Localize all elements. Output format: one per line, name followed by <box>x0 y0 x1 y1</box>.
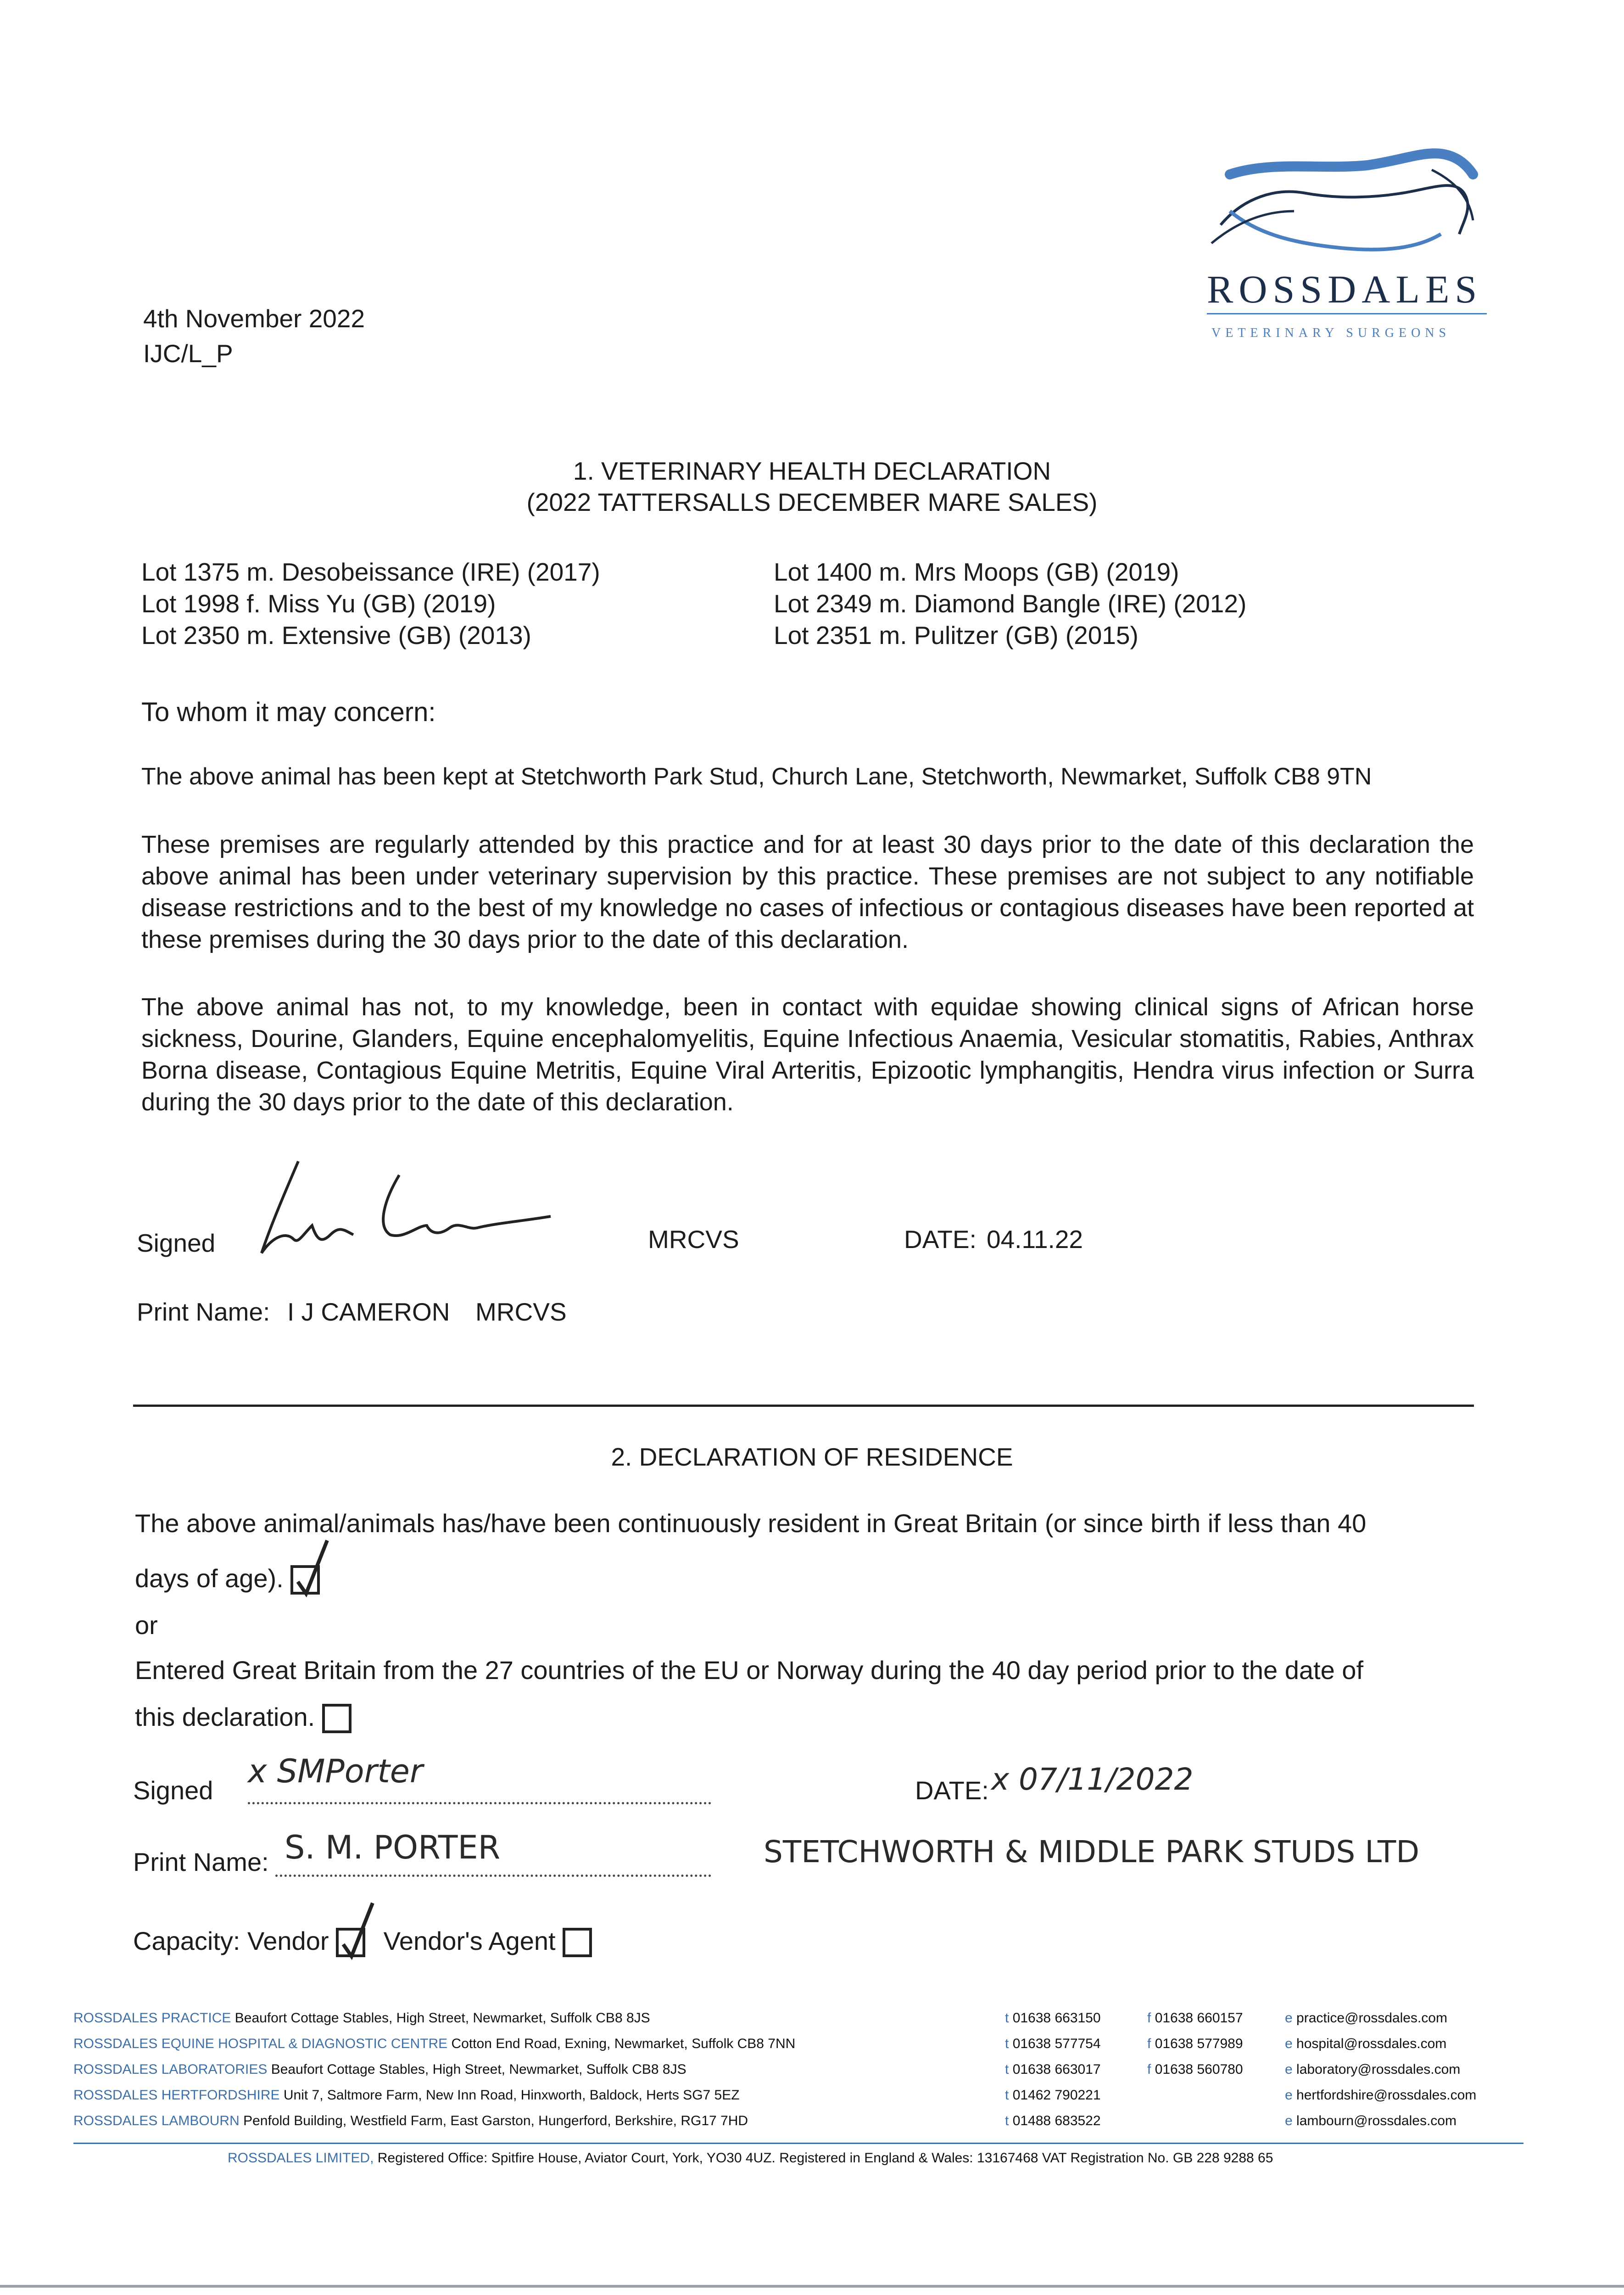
footer-email-value: hertfordshire@rossdales.com <box>1296 2088 1477 2103</box>
footer-tel <box>1005 2036 1101 2052</box>
page-edge <box>0 2285 1624 2288</box>
signed-label: Signed <box>137 1229 216 1257</box>
footer-location <box>73 2010 650 2026</box>
vendor-signature-line <box>248 1802 711 1804</box>
footer-location <box>73 2062 686 2077</box>
registered-text: Registered Office: Spitfire House, Aviator Court, York, YO30 4UZ. Registered in England & Wales: 13167468 VAT Registration No. GB 228 9288 65 <box>377 2150 1273 2166</box>
vendor-company-value: STETCHWORTH & MIDDLE PARK STUDS LTD <box>764 1834 1420 1870</box>
footer-prefix: e <box>1285 2113 1293 2128</box>
footer-location-address: Beaufort Cottage Stables, High Street, Newmarket, Suffolk CB8 8JS <box>271 2062 686 2077</box>
footer-email <box>1285 2010 1447 2026</box>
footer-fax <box>1147 2062 1243 2077</box>
footer-location-address: Cotton End Road, Exning, Newmarket, Suffolk CB8 7NN <box>451 2036 796 2051</box>
logo-rule <box>1207 313 1487 314</box>
letter-date: 4th November 2022 <box>143 304 365 333</box>
footer-location <box>73 2088 740 2103</box>
vendor-print-name-label: Print Name: <box>133 1847 269 1876</box>
footer-prefix: t <box>1005 2113 1009 2128</box>
footer-tel <box>1005 2113 1101 2129</box>
footer-location-label: ROSSDALES LABORATORIES <box>73 2062 268 2077</box>
registered-office <box>228 2145 1273 2171</box>
capacity-row <box>133 1925 592 1957</box>
footer-contacts <box>73 2010 1542 2139</box>
footer-tel-value: 01638 663017 <box>1012 2062 1101 2077</box>
footer-rule <box>73 2143 1524 2144</box>
vendor-signature-value: x SMPorter <box>248 1752 423 1790</box>
footer-tel-value: 01488 683522 <box>1012 2113 1101 2128</box>
footer-tel <box>1005 2088 1101 2103</box>
footer-tel-value: 01638 577754 <box>1012 2036 1101 2051</box>
vendor-agent-label: Vendor's Agent <box>383 1926 556 1955</box>
footer-tel <box>1005 2062 1101 2077</box>
date-label: DATE: <box>904 1225 977 1254</box>
rossdales-logo <box>1202 142 1496 363</box>
or-text: or <box>135 1611 158 1640</box>
footer-fax-value: 01638 660157 <box>1155 2010 1243 2026</box>
residence-option2-checkbox[interactable] <box>322 1704 352 1733</box>
lots-right-list <box>774 556 1246 651</box>
premises-paragraph: The above animal has been kept at Stetchworth Park Stud, Church Lane, Stetchworth, Newmarket, Suffolk CB8 9TN <box>141 763 1372 790</box>
lots-left-list <box>141 556 600 651</box>
section1-heading-line2: (2022 TATTERSALLS DECEMBER MARE SALES) <box>526 488 1098 516</box>
footer-email <box>1285 2062 1460 2077</box>
logo-name: ROSSDALES <box>1207 267 1483 311</box>
lot-item: Lot 1998 f. Miss Yu (GB) (2019) <box>141 589 496 618</box>
residence-option2-line1: Entered Great Britain from the 27 countries of the EU or Norway during the 40 day period prior to the date of <box>135 1656 1364 1685</box>
signature-mrcvs: MRCVS <box>648 1225 739 1254</box>
print-name-suffix: MRCVS <box>475 1298 567 1326</box>
footer-prefix: f <box>1147 2010 1151 2026</box>
disease-paragraph: The above animal has not, to my knowledge, been in contact with equidae showing clinical signs of African horse sickness, Dourine, Glanders, Equine encephalomyelitis, Equine Infectious Anaemia, Vesicular stomatitis, Rabies, Anthrax Borna disease, Contagious Equine Metritis, Equine Viral Arteritis, Epizootic lymphangitis, Hendra virus infection or Surra during the 30 days prior to the date of this declaration. <box>141 993 1474 1116</box>
footer-prefix: t <box>1005 2088 1009 2103</box>
footer-location-address: Unit 7, Saltmore Farm, New Inn Road, Hinxworth, Baldock, Herts SG7 5EZ <box>283 2088 740 2103</box>
section-divider <box>133 1405 1474 1407</box>
footer-prefix: e <box>1285 2088 1293 2103</box>
footer-tel <box>1005 2010 1101 2026</box>
vendor-signed-label: Signed <box>133 1776 213 1805</box>
footer-fax <box>1147 2036 1243 2052</box>
footer-email-value: hospital@rossdales.com <box>1296 2036 1447 2051</box>
footer-location-label: ROSSDALES PRACTICE <box>73 2010 231 2026</box>
footer-email <box>1285 2113 1457 2129</box>
section2-heading: 2. DECLARATION OF RESIDENCE <box>611 1443 1013 1471</box>
date-value: 04.11.22 <box>987 1225 1083 1254</box>
residence-option2-line2: this declaration. <box>135 1702 315 1731</box>
salutation: To whom it may concern: <box>141 697 436 727</box>
footer-prefix: t <box>1005 2036 1009 2051</box>
residence-option1-line1: The above animal/animals has/have been continuously resident in Great Britain (or since birth if less than 40 <box>135 1509 1367 1538</box>
vendor-date-value: x 07/11/2022 <box>991 1762 1194 1797</box>
checkmark-icon <box>336 1898 377 1963</box>
lot-item: Lot 2350 m. Extensive (GB) (2013) <box>141 621 531 649</box>
logo-tagline: VETERINARY SURGEONS <box>1211 326 1451 340</box>
footer-fax-value: 01638 577989 <box>1155 2036 1243 2051</box>
residence-option2[interactable] <box>135 1701 352 1733</box>
footer-fax-value: 01638 560780 <box>1155 2062 1243 2077</box>
footer-location-address: Penfold Building, Westfield Farm, East Garston, Hungerford, Berkshire, RG17 7HD <box>243 2113 748 2128</box>
footer-location-label: ROSSDALES LAMBOURN <box>73 2113 240 2128</box>
lot-item: Lot 2349 m. Diamond Bangle (IRE) (2012) <box>774 589 1247 618</box>
lot-item: Lot 2351 m. Pulitzer (GB) (2015) <box>774 621 1138 649</box>
footer-email-value: practice@rossdales.com <box>1296 2010 1447 2026</box>
vendor-agent-checkbox[interactable] <box>563 1928 592 1957</box>
footer-prefix: f <box>1147 2036 1151 2051</box>
footer-fax <box>1147 2010 1243 2026</box>
footer-location <box>73 2036 795 2052</box>
footer-email <box>1285 2036 1446 2052</box>
letter-reference: IJC/L_P <box>143 339 233 368</box>
residence-option1[interactable] <box>135 1562 320 1595</box>
footer-tel-value: 01638 663150 <box>1012 2010 1101 2026</box>
print-name-label: Print Name: <box>137 1298 270 1326</box>
signature-scribble <box>248 1148 569 1267</box>
footer-email <box>1285 2088 1476 2103</box>
vendor-checkbox[interactable] <box>336 1928 365 1957</box>
lot-item: Lot 1375 m. Desobeissance (IRE) (2017) <box>141 558 600 586</box>
lot-item: Lot 1400 m. Mrs Moops (GB) (2019) <box>774 558 1179 586</box>
footer-email-value: lambourn@rossdales.com <box>1296 2113 1457 2128</box>
registered-label: ROSSDALES LIMITED, <box>228 2150 374 2166</box>
footer-tel-value: 01462 790221 <box>1012 2088 1101 2103</box>
vendor-print-name-value: S. M. PORTER <box>285 1829 501 1866</box>
footer-prefix: e <box>1285 2010 1293 2026</box>
horse-logo-icon <box>1202 142 1496 280</box>
footer-prefix: e <box>1285 2036 1293 2051</box>
vendor-date-label: DATE: <box>915 1776 989 1805</box>
vendor-print-name-line <box>275 1875 711 1877</box>
footer-prefix: e <box>1285 2062 1293 2077</box>
footer-location-label: ROSSDALES EQUINE HOSPITAL & DIAGNOSTIC CENTRE <box>73 2036 448 2051</box>
footer-location-label: ROSSDALES HERTFORDSHIRE <box>73 2088 280 2103</box>
capacity-label: Capacity: Vendor <box>133 1926 329 1955</box>
footer-prefix: t <box>1005 2062 1009 2077</box>
residence-option1-line2: days of age). <box>135 1564 284 1593</box>
supervision-paragraph: These premises are regularly attended by this practice and for at least 30 days prior to the date of this declaration the above animal has been under veterinary supervision by this practice. These premises are not subject to any notifiable disease restrictions and to the best of my knowledge no cases of infectious or contagious diseases have been reported at these premises during the 30 days prior to the date of this declaration. <box>141 831 1474 953</box>
footer-prefix: f <box>1147 2062 1151 2077</box>
footer-prefix: t <box>1005 2010 1009 2026</box>
vet-signature <box>248 1148 569 1267</box>
section1-heading-line1: 1. VETERINARY HEALTH DECLARATION <box>573 457 1051 485</box>
residence-option1-checkbox[interactable] <box>290 1565 320 1595</box>
footer-location-address: Beaufort Cottage Stables, High Street, Newmarket, Suffolk CB8 8JS <box>234 2010 650 2026</box>
footer-location <box>73 2113 748 2129</box>
footer-email-value: laboratory@rossdales.com <box>1296 2062 1461 2077</box>
print-name-value: I J CAMERON <box>287 1298 450 1326</box>
checkmark-icon <box>290 1536 332 1600</box>
